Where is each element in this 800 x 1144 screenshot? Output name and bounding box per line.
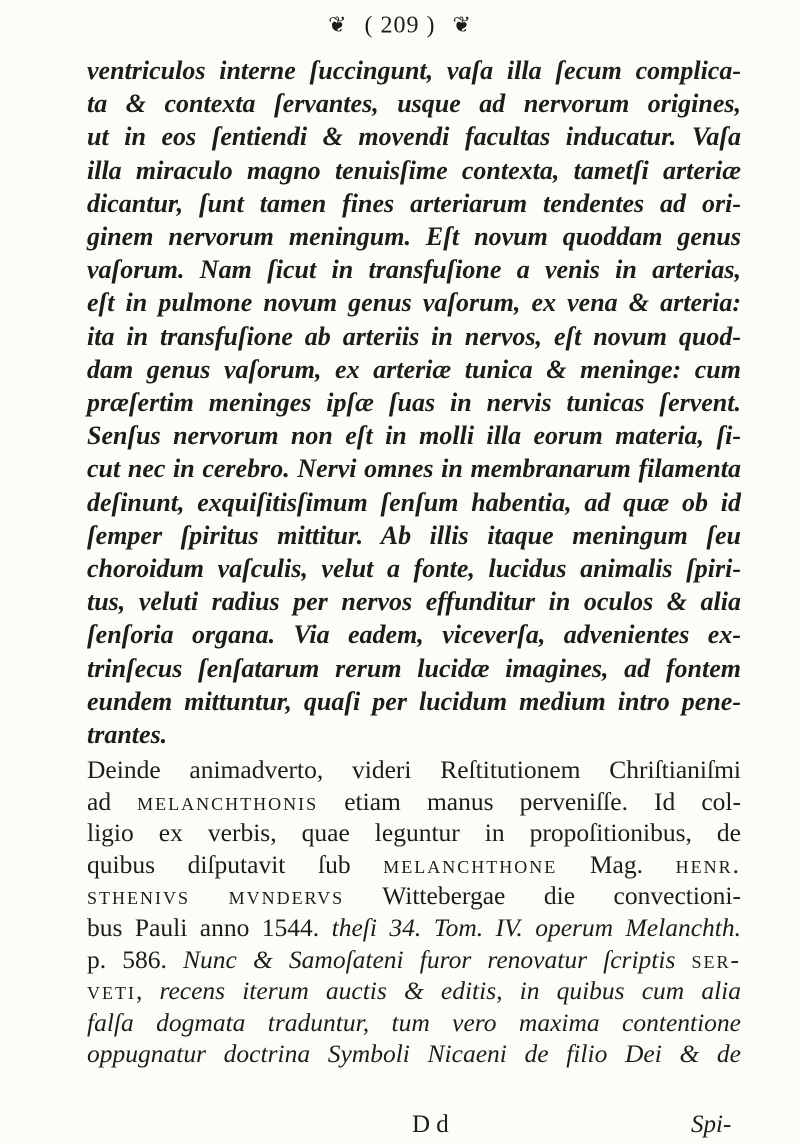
text-line: dam genus vaſorum, ex arteriæ tunica & meninge: cum: [87, 354, 741, 384]
text-line: sthenivs mvndervs Wittebergae die convectioni-: [87, 881, 742, 911]
running-header: [0, 6, 800, 43]
roman-paragraph: [87, 754, 741, 1070]
small-caps-name: ser-: [691, 944, 742, 974]
text-line: ta & contexta ſervantes, usque ad nervorum origines,: [87, 89, 741, 119]
text-line: deſinunt, exquiſitisſimum ſenſum habentia, ad quæ ob id: [87, 487, 741, 517]
text-line: falſa dogmata traduntur, tum vero maxima contentione: [87, 1007, 741, 1037]
small-caps-name: henr.: [675, 849, 741, 879]
catchword: Spi-: [691, 1111, 732, 1138]
text-line: cut nec in cerebro. Nervi omnes in membranarum filamenta: [87, 454, 741, 484]
italic-paragraph: [87, 54, 741, 751]
text-line: illa miraculo magno tenuisſime contexta, tametſi arteriæ: [87, 155, 741, 185]
right-ornament-icon: ❦: [452, 12, 472, 38]
text-line: ad melanchthonis etiam manus perveniſſe. Id col-: [87, 786, 741, 816]
small-caps-name: mvndervs: [228, 881, 345, 911]
italic-text: recens iterum auctis & editis, in quibus cum alia: [159, 976, 742, 1006]
small-caps-name: melanchthonis: [137, 786, 319, 816]
text-line: ligio ex verbis, quae leguntur in propoſitionibus, de: [87, 818, 741, 848]
italic-text: Nunc & Samoſateni furor renovatur ſcriptis: [183, 944, 692, 974]
text-line: Senſus nervorum non eſt in molli illa eorum materia, ſi-: [87, 421, 741, 451]
text-line: veti, recens iterum auctis & editis, in quibus cum alia: [87, 976, 742, 1006]
page-number: ( 209 ): [364, 12, 436, 39]
text-line: ventriculos interne ſuccingunt, vaſa illa ſecum complica-: [87, 56, 741, 85]
text-line: p. 586. Nunc & Samoſateni furor renovatur ſcriptis ser-: [87, 944, 742, 974]
text-line: eſt in pulmone novum genus vaſorum, ex vena & arteria:: [87, 288, 741, 318]
text-line: choroidum vaſculis, velut a fonte, lucidus animalis ſpiri-: [87, 554, 741, 584]
text-line: Deinde animadverto, videri Reſtitutionem Chriſtianiſmi: [87, 755, 741, 784]
text-line: quibus diſputavit ſub melanchthone Mag. henr.: [87, 849, 741, 879]
text-line: ita in transfuſione ab arteriis in nervos, eſt novum quod-: [87, 321, 741, 351]
text-line: trantes.: [87, 720, 168, 750]
text-line: vaſorum. Nam ſicut in transfuſione a venis in arterias,: [87, 255, 741, 285]
small-caps-name: melanchthone: [383, 849, 558, 879]
text-line: eundem mittuntur, quaſi per lucidum medium intro pene-: [87, 686, 741, 716]
text-line: trinſecus ſenſatarum rerum lucidæ imagines, ad fontem: [87, 653, 741, 683]
small-caps-name: veti: [87, 976, 136, 1006]
text-line: ut in eos ſentiendi & movendi facultas inducatur. Vaſa: [87, 122, 741, 152]
text-line: tus, veluti radius per nervos effunditur in oculos & alia: [87, 587, 741, 617]
text-line: præſertim meninges ipſæ ſuas in nervis tunicas ſervent.: [87, 388, 741, 418]
text-line: dicantur, ſunt tamen fines arteriarum tendentes ad ori-: [87, 188, 741, 218]
text-line: bus Pauli anno 1544. theſi 34. Tom. IV. operum Melanchth.: [87, 912, 741, 942]
small-caps-name: sthenivs: [87, 881, 191, 911]
italic-citation: theſi 34. Tom. IV. operum Melanchth.: [331, 912, 741, 942]
left-ornament-icon: ❦: [328, 12, 348, 38]
text-line: ginem nervorum meningum. Eſt novum quoddam genus: [87, 222, 741, 252]
signature-mark: D d: [412, 1111, 449, 1138]
text-line: ſemper ſpiritus mittitur. Ab illis itaque meningum ſeu: [87, 520, 741, 550]
text-line: ſenſoria organa. Via eadem, viceverſa, advenientes ex-: [87, 620, 741, 650]
text-line: oppugnatur doctrina Symboli Nicaeni de filio Dei & de: [87, 1039, 741, 1069]
